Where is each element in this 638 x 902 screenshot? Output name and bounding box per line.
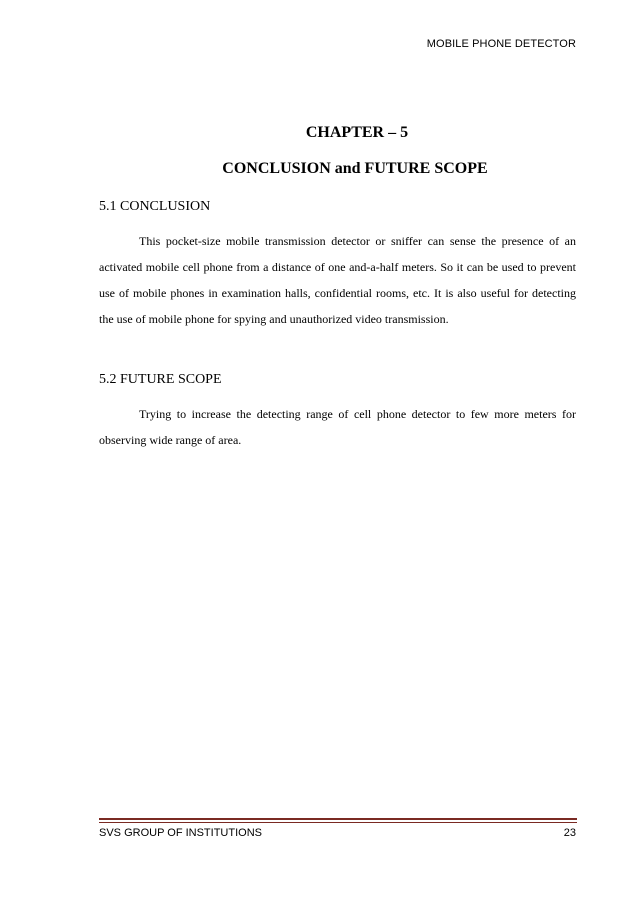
future-scope-paragraph: Trying to increase the detecting range of cell phone detector to few more meters for observing wide range of area.: [99, 407, 576, 447]
running-header: MOBILE PHONE DETECTOR: [426, 38, 576, 50]
footer-divider: [99, 818, 577, 820]
footer-institution: SVS GROUP OF INSTITUTIONS: [99, 827, 262, 839]
section-heading-future-scope: 5.2 FUTURE SCOPE: [99, 372, 222, 387]
page-number: 23: [563, 827, 576, 839]
chapter-title: CONCLUSION and FUTURE SCOPE: [222, 160, 488, 177]
chapter-number: CHAPTER – 5: [305, 124, 409, 141]
footer-divider-thin: [99, 822, 577, 823]
section-heading-conclusion: 5.1 CONCLUSION: [99, 199, 211, 214]
conclusion-paragraph: This pocket-size mobile transmission detector or sniffer can sense the presence of an activated mobile cell phone from a distance of one and-a-half meters. So it can be used to prevent use of mobile phones in examination halls, confidential rooms, etc. It is also useful for detecting the use of mobile phone for spying and unauthorized video transmission.: [99, 234, 576, 326]
